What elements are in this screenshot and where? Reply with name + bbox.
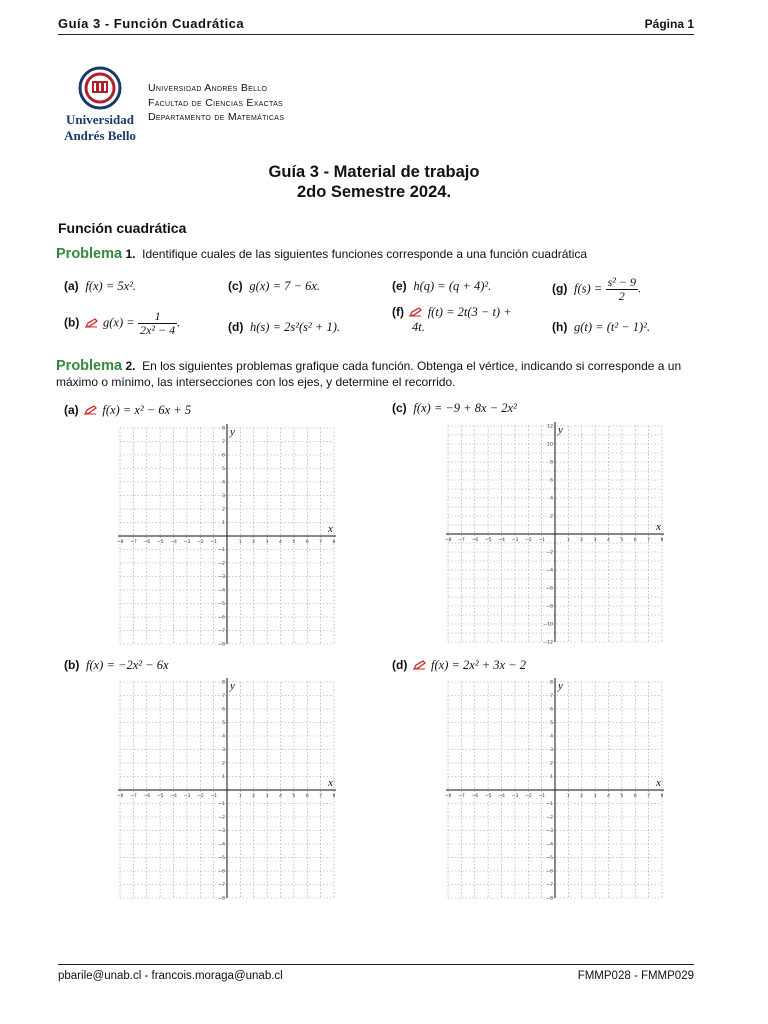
x-tick-label: −6 (471, 538, 479, 543)
graph-c-grid (442, 420, 668, 648)
x-tick-label: 2 (252, 540, 256, 545)
x-tick-label: −3 (511, 794, 519, 799)
y-tick-label: 1 (550, 775, 553, 781)
logo-text-1: Universidad (66, 112, 134, 127)
y-tick-label: −2 (218, 815, 225, 821)
x-tick-label: 1 (566, 538, 570, 543)
graph-c-label: (c) f(x) = −9 + 8x − 2x² (392, 401, 517, 415)
graph-b-label: (b) f(x) = −2x² − 6x (64, 658, 169, 672)
y-tick-label: 6 (550, 478, 553, 484)
x-tick-label: 3 (265, 540, 269, 545)
y-tick-label: −8 (218, 896, 225, 902)
x-tick-label: −7 (457, 794, 465, 799)
y-tick-label: 6 (222, 707, 225, 713)
x-tick-label: −3 (511, 538, 519, 543)
y-tick-label: 4 (550, 496, 553, 502)
y-tick-label: −4 (218, 842, 225, 848)
page-number: Página 1 (644, 17, 694, 31)
document-title (0, 162, 748, 202)
x-tick-label: 8 (332, 540, 336, 545)
x-tick-label: 8 (660, 794, 664, 799)
x-tick-label: 4 (607, 538, 610, 543)
y-tick-label: 3 (222, 494, 225, 500)
x-tick-label: 5 (292, 540, 296, 545)
problem-2-number: 2. (125, 359, 136, 373)
x-tick-label: 8 (332, 794, 336, 799)
y-tick-label: −7 (546, 883, 553, 889)
x-tick-label: −3 (183, 794, 191, 799)
x-tick-label: −4 (170, 794, 177, 799)
x-tick-label: 7 (647, 794, 651, 799)
y-tick-label: 2 (222, 761, 225, 767)
item-1c: (c) g(x) = 7 − 6x. (228, 279, 321, 293)
problem-1-number: 1. (125, 247, 136, 261)
x-tick-label: −7 (129, 794, 137, 799)
y-tick-label: −4 (546, 842, 553, 848)
x-tick-label: −8 (116, 540, 124, 545)
x-tick-label: 1 (238, 540, 242, 545)
x-tick-label: 7 (319, 794, 323, 799)
y-tick-label: 5 (550, 721, 553, 727)
y-axis-label: y (558, 680, 563, 692)
item-1e: (e) h(q) = (q + 4)². (392, 279, 492, 293)
y-tick-label: 4 (550, 734, 553, 740)
x-tick-label: 2 (580, 794, 584, 799)
y-tick-label: −1 (546, 802, 553, 808)
y-tick-label: 6 (222, 453, 225, 459)
y-tick-label: −10 (543, 622, 553, 628)
problem-1-statement (56, 246, 696, 262)
y-tick-label: −8 (546, 896, 553, 902)
x-tick-label: 5 (292, 794, 296, 799)
x-tick-label: −1 (538, 538, 546, 543)
problem-1-text: Identifique cuales de las siguientes funciones corresponde a una función cuadrática (142, 247, 588, 261)
x-axis-label: x (656, 777, 661, 789)
y-tick-label: 7 (222, 694, 225, 700)
y-tick-label: 5 (222, 467, 225, 473)
y-tick-label: −5 (218, 602, 225, 608)
x-tick-label: −2 (524, 538, 532, 543)
graph-a-label: (a) f(x) = x² − 6x + 5 (64, 403, 192, 417)
x-tick-label: −2 (196, 540, 204, 545)
y-tick-label: −4 (218, 588, 225, 594)
institution-block (148, 81, 284, 125)
x-axis-label: x (328, 777, 333, 789)
x-tick-label: 6 (305, 794, 309, 799)
pencil-icon (84, 405, 97, 415)
institution-name: Universidad Andrés Bello (148, 82, 268, 94)
item-1h: (h) g(t) = (t² − 1)². (552, 320, 651, 334)
title-line-2: 2do Semestre 2024. (296, 183, 452, 201)
x-tick-label: −7 (129, 540, 137, 545)
y-tick-label: 2 (550, 761, 553, 767)
x-tick-label: −2 (196, 794, 204, 799)
x-tick-label: −6 (143, 540, 151, 545)
x-tick-label: −4 (498, 794, 505, 799)
x-tick-label: −7 (457, 538, 465, 543)
x-tick-label: −1 (538, 794, 546, 799)
y-tick-label: 2 (222, 507, 225, 513)
y-tick-label: 8 (222, 680, 225, 686)
problem-1-label: Problema (56, 246, 123, 262)
y-axis-label: y (230, 426, 235, 438)
problem-2-text: En los siguientes problemas grafique cada función. Obtenga el vértice, indicando si corresponde a un máximo o mínimo, las intersecciones con los ejes, y determine el recorrido. (56, 359, 682, 389)
pencil-icon (85, 318, 98, 328)
x-tick-label: 2 (580, 538, 584, 543)
footer-emails: pbarile@unab.cl - francois.moraga@unab.cl (58, 970, 283, 982)
header-rule (58, 34, 694, 35)
y-tick-label: −6 (218, 869, 225, 875)
footer-rule (58, 964, 694, 965)
x-tick-label: 3 (265, 794, 269, 799)
x-tick-label: −5 (484, 794, 492, 799)
graph-d-grid (442, 676, 668, 904)
y-tick-label: −12 (543, 640, 553, 646)
y-tick-label: −1 (218, 802, 225, 808)
y-axis-label: y (558, 424, 563, 436)
y-tick-label: 4 (222, 734, 225, 740)
x-tick-label: 6 (633, 538, 637, 543)
department-name: Departamento de Matemáticas (148, 111, 285, 123)
pencil-icon (413, 660, 426, 670)
x-tick-label: 4 (607, 794, 610, 799)
x-axis-label: x (656, 521, 661, 533)
y-tick-label: 3 (550, 748, 553, 754)
item-1b: (b) g(x) = $\frac{1}{\text{2x² − 4}}$ . (64, 309, 181, 337)
y-tick-label: −6 (546, 586, 553, 592)
y-tick-label: 8 (550, 460, 553, 466)
x-tick-label: −1 (210, 794, 218, 799)
x-tick-label: 5 (620, 794, 624, 799)
x-tick-label: 3 (593, 538, 597, 543)
y-tick-label: −1 (218, 548, 225, 554)
y-tick-label: −7 (218, 629, 225, 635)
item-1g: (g) f(s) = $\frac{\text{s² − 9}}{2}$ . (552, 275, 642, 303)
y-tick-label: 5 (222, 721, 225, 727)
x-tick-label: −8 (444, 794, 452, 799)
x-tick-label: −8 (116, 794, 124, 799)
logo-text-2: Andrés Bello (64, 128, 136, 143)
y-tick-label: 8 (550, 680, 553, 686)
x-tick-label: −1 (210, 540, 218, 545)
y-tick-label: −6 (218, 615, 225, 621)
y-tick-label: 7 (550, 694, 553, 700)
x-tick-label: −5 (156, 540, 164, 545)
y-tick-label: 1 (222, 521, 225, 527)
y-tick-label: 1 (222, 775, 225, 781)
faculty-name: Facultad de Ciencias Exactas (148, 96, 284, 109)
x-tick-label: 8 (660, 538, 664, 543)
y-tick-label: −2 (218, 561, 225, 567)
footer-course-codes: FMMP028 - FMMP029 (577, 970, 694, 982)
running-header-title: Guía 3 - Función Cuadrática (58, 16, 245, 31)
graph-d-label: (d) f(x) = 2x² + 3x − 2 (392, 658, 527, 672)
x-tick-label: 5 (620, 538, 624, 543)
x-tick-label: 6 (633, 794, 637, 799)
y-tick-label: −5 (546, 856, 553, 862)
y-tick-label: 3 (222, 748, 225, 754)
x-tick-label: −6 (471, 794, 479, 799)
y-tick-label: −2 (546, 815, 553, 821)
y-tick-label: −4 (546, 568, 553, 574)
y-tick-label: −3 (218, 575, 225, 581)
pencil-icon (409, 307, 422, 317)
y-tick-label: 6 (550, 707, 553, 713)
item-1f: (f) f(t) = 2t(3 − t) + 4t. (392, 305, 512, 334)
y-tick-label: −6 (546, 869, 553, 875)
title-line-1: Guía 3 - Material de trabajo (268, 163, 480, 181)
crest-icon (80, 68, 120, 108)
x-tick-label: −4 (170, 540, 177, 545)
x-tick-label: 7 (319, 540, 323, 545)
x-tick-label: 2 (252, 794, 256, 799)
x-tick-label: −5 (484, 538, 492, 543)
x-tick-label: 1 (238, 794, 242, 799)
y-tick-label: 12 (547, 424, 553, 430)
x-tick-label: −8 (444, 538, 452, 543)
x-tick-label: 1 (566, 794, 570, 799)
y-tick-label: −5 (218, 856, 225, 862)
x-tick-label: 4 (279, 794, 282, 799)
problem-2-label: Problema (56, 358, 123, 374)
y-tick-label: 2 (550, 514, 553, 520)
x-tick-label: 7 (647, 538, 651, 543)
item-1d: (d) h(s) = 2s²(s² + 1). (228, 320, 340, 334)
y-tick-label: 10 (547, 442, 553, 448)
graph-b-grid (114, 676, 340, 904)
graph-a-grid (114, 422, 340, 650)
x-tick-label: −3 (183, 540, 191, 545)
item-1a: (a) f(x) = 5x². (64, 279, 137, 293)
x-tick-label: 6 (305, 540, 309, 545)
y-tick-label: −7 (218, 883, 225, 889)
x-tick-label: −4 (498, 538, 505, 543)
x-tick-label: −6 (143, 794, 151, 799)
y-tick-label: −3 (546, 829, 553, 835)
y-tick-label: −8 (218, 642, 225, 648)
y-tick-label: 4 (222, 480, 225, 486)
x-axis-label: x (328, 523, 333, 535)
section-heading: Función cuadrática (58, 220, 187, 236)
y-tick-label: −3 (218, 829, 225, 835)
y-tick-label: −8 (546, 604, 553, 610)
y-tick-label: 7 (222, 440, 225, 446)
x-tick-label: −2 (524, 794, 532, 799)
x-tick-label: 4 (279, 540, 282, 545)
problem-2-statement (56, 358, 696, 390)
y-tick-label: −2 (546, 550, 553, 556)
x-tick-label: 3 (593, 794, 597, 799)
university-logo (58, 64, 142, 146)
y-axis-label: y (230, 680, 235, 692)
y-tick-label: 8 (222, 426, 225, 432)
x-tick-label: −5 (156, 794, 164, 799)
